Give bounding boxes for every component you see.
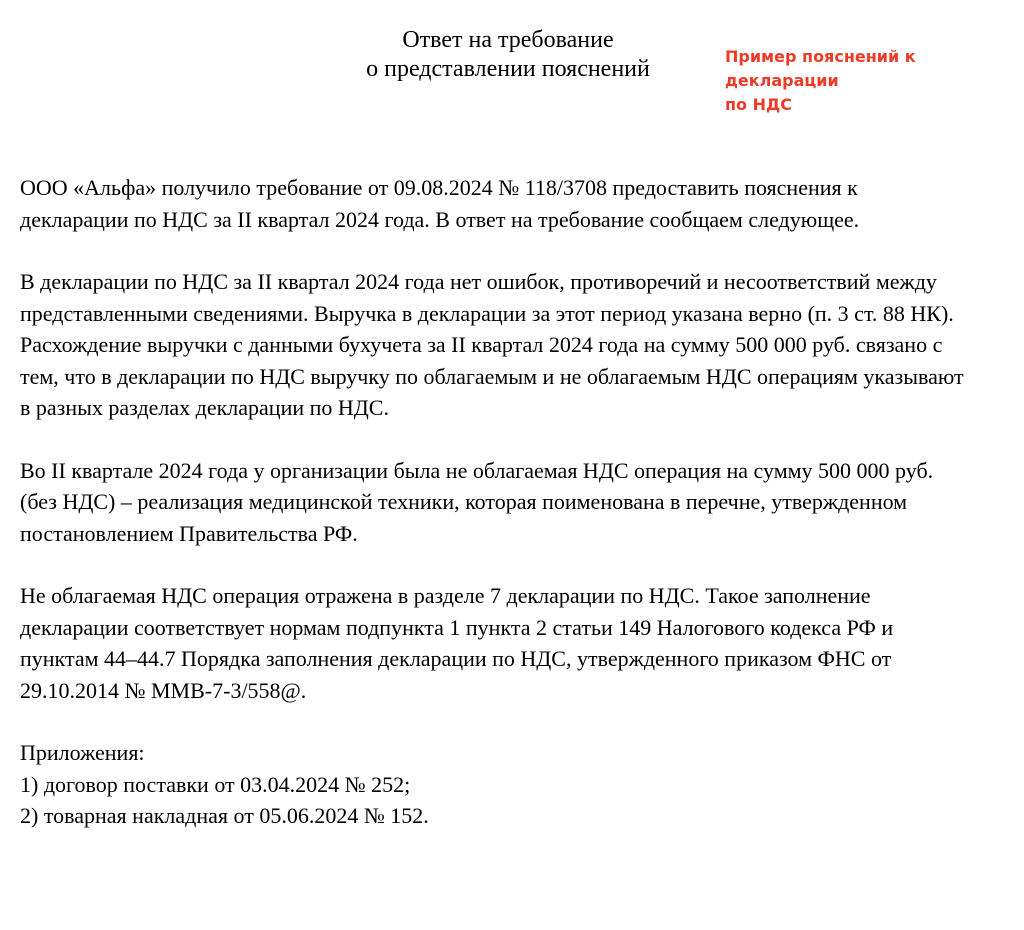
paragraph-operation: Во II квартале 2024 года у организации была не облагаемая НДС операция на сумму 500 000 руб. (без НДС) – реализация медицинской техники, которая поименована в перечне, утвержденном постановлением Правительства РФ. — [20, 457, 934, 546]
attachments-label: Приложения: — [20, 740, 145, 765]
document-body — [20, 172, 970, 832]
paragraph-no-errors: В декларации по НДС за II квартал 2024 года нет ошибок, противоречий и несоответствий между представленными сведениями. Выручка в декларации за этот период указана верно (п. 3 ст. 88 НК). Расхождение выручки с данными бухучета за II квартал 2024 года на сумму 500 000 руб. связано с тем, что в декларации по НДС выручку по облагаемым и не облагаемым НДС операциям указывают в разных разделах декларации по НДС. — [20, 269, 964, 420]
paragraph-section7: Не облагаемая НДС операция отражена в разделе 7 декларации по НДС. Такое заполнение декларации соответствует нормам подпункта 1 пункта 2 статьи 149 Налогового кодекса РФ и пунктам 44–44.7 Порядка заполнения декларации по НДС, утвержденного приказом ФНС от 29.10.2014 № ММВ-7-3/558@. — [20, 583, 894, 703]
title-line-2: о представлении пояснений — [366, 56, 650, 82]
attachments-section — [20, 737, 970, 832]
annotation-line-1: Пример пояснений к декларации — [725, 47, 916, 90]
attachment-item: 1) договор поставки от 03.04.2024 № 252; — [20, 771, 411, 797]
annotation-line-2: по НДС — [725, 95, 792, 114]
title-line-1: Ответ на требование — [402, 27, 614, 53]
paragraph-intro: ООО «Альфа» получило требование от 09.08.2024 № 118/3708 предоставить пояснения к декларации по НДС за II квартал 2024 года. В ответ на требование сообщаем следующее. — [20, 175, 860, 232]
annotation-note — [725, 45, 1015, 117]
attachment-item: 2) товарная накладная от 05.06.2024 № 152. — [20, 803, 429, 828]
